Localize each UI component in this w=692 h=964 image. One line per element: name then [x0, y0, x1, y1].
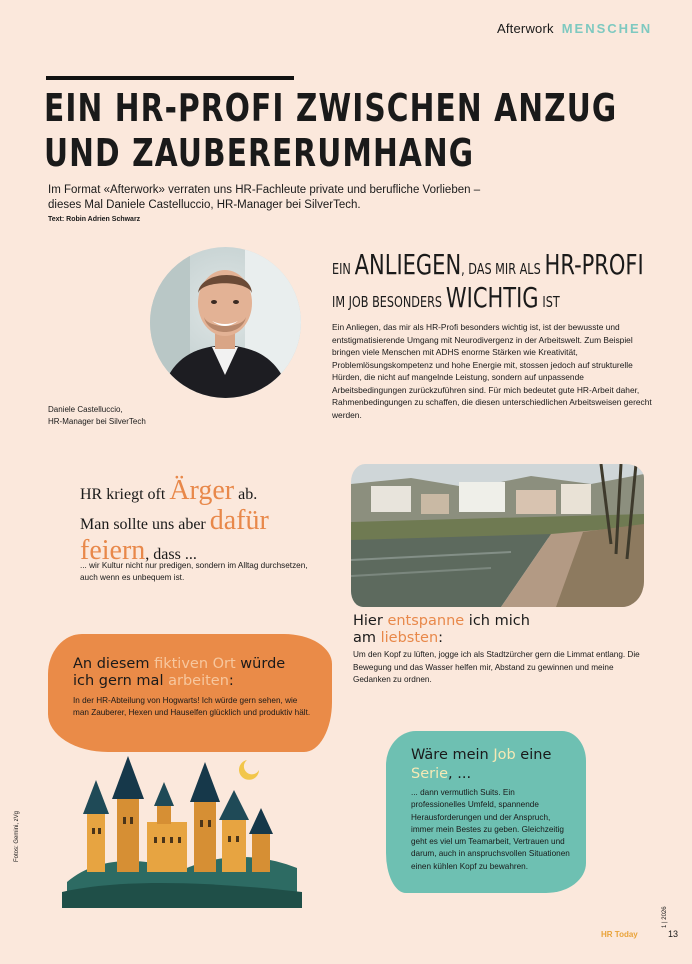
q5-accent: Serie	[411, 766, 449, 782]
q2-text: , dass ...	[145, 546, 197, 563]
q1-word: EIN	[332, 260, 351, 278]
q5-heading	[411, 746, 571, 784]
lead-line: Im Format «Afterwork» verraten uns HR-Fachleute private und berufliche Vorlieben –	[48, 184, 481, 196]
caption-line: Daniele Castelluccio,	[48, 405, 123, 414]
q1-word: IM JOB BESONDERS	[332, 293, 443, 311]
q4-accent: arbeiten	[168, 673, 229, 689]
q3-text: :	[438, 630, 444, 646]
q4-text: ich gern mal	[73, 673, 169, 689]
q4-blob	[48, 634, 332, 752]
title-line: UND ZAUBERERUMHANG	[44, 131, 475, 175]
q4-accent: fiktiven Ort	[154, 656, 236, 672]
q1-answer: Ein Anliegen, das mir als HR-Profi besonders wichtig ist, ist der bewusste und entstigmatisierende Umgang mit Neurodivergenz in der Arbeitswelt. Zum Beispiel bringen viele Menschen mit ADHS enorme Stärken wie Kreativität, Problemlösungskompetenz und hohe Energie mit, stossen jedoch auf strukturelle Hürden, die nicht auf mangelnde Leistung, sondern auf unpassende Arbeitsbedingungen zurückzuführen sind. Für mich bedeutet gute HR-Arbeit daher, Rahmenbedingungen zu schaffen, die diesen unterschiedlichen Arbeitsweisen gerecht werden.	[332, 322, 652, 420]
title-line: EIN HR-PROFI ZWISCHEN ANZUG	[44, 86, 618, 130]
article-title	[44, 86, 618, 176]
castle-illustration	[62, 742, 302, 908]
section-header	[497, 21, 652, 36]
q4-text: :	[228, 673, 234, 689]
q4-heading	[73, 656, 323, 690]
q1-word: ANLIEGEN	[354, 248, 462, 281]
q3-text: ich mich	[464, 613, 530, 629]
magazine-brand: HR Today	[601, 930, 638, 939]
category-label: MENSCHEN	[561, 21, 653, 36]
limmat-illustration	[351, 464, 644, 607]
q1-word: , DAS MIR ALS	[461, 260, 541, 278]
q5-accent: Job	[493, 747, 516, 763]
caption-line: HR-Manager bei SilverTech	[48, 417, 146, 426]
photo-credit: Fotos: Gemini, zVg	[14, 810, 20, 862]
q3-accent: liebsten	[380, 630, 439, 646]
q1-word: IST	[542, 293, 560, 311]
q1-heading	[332, 248, 644, 314]
q5-text: , ...	[448, 766, 472, 782]
q4-answer: In der HR-Abteilung von Hogwarts! Ich würde gern sehen, wie man Zauberer, Hexen und Hauselfen glücklich und produktiv hält.	[73, 696, 311, 717]
q2-answer: ... wir Kultur nicht nur predigen, sondern im Alltag durchsetzen, auch wenn es unbequem ist.	[80, 561, 308, 582]
q5-text: Wäre mein	[411, 747, 494, 763]
q2-text: HR kriegt oft	[80, 486, 170, 503]
q2-text: Man sollte uns aber	[80, 516, 210, 533]
q2-text: ab.	[234, 486, 258, 503]
q4-text: An diesem	[73, 656, 155, 672]
limmat-photo	[351, 464, 644, 607]
q3-answer: Um den Kopf zu lüften, jogge ich als Stadtzürcher gern die Limmat entlang. Die Bewegung und das Wasser helfen mir, Abstand zu gewinnen und meine Gedanken zu ordnen.	[353, 650, 640, 684]
byline: Text: Robin Adrien Schwarz	[48, 216, 141, 223]
q1-word: WICHTIG	[445, 281, 539, 314]
portrait-photo	[150, 247, 301, 398]
section-label: Afterwork	[497, 21, 554, 36]
q5-text: eine	[515, 747, 552, 763]
q5-answer: ... dann vermutlich Suits. Ein professionelles Umfeld, spannende Herausforderungen und der Anspruch, immer mein Bestes zu geben. Gleichzeitig geht es viel um Teamarbeit, Vertrauen und darum, auch in anspruchsvollen Situationen einen kühlen Kopf zu bewahren.	[411, 788, 570, 871]
q1-word: HR-PROFI	[544, 248, 644, 281]
q2-accent: Ärger	[169, 475, 235, 506]
q2-accent: feiern	[80, 535, 146, 566]
q3-text: am	[353, 630, 381, 646]
castle-icon	[62, 742, 302, 908]
portrait-illustration	[150, 247, 301, 398]
article-lead	[48, 183, 608, 213]
q3-heading	[353, 613, 643, 647]
q4-text: würde	[235, 656, 286, 672]
q2-accent: dafür	[209, 505, 269, 536]
page-number: 13	[668, 929, 679, 939]
q2-heading	[80, 475, 320, 568]
issue-number: 1 | 2026	[662, 906, 668, 928]
portrait-caption	[48, 404, 146, 428]
q3-text: Hier	[353, 613, 388, 629]
q3-accent: entspanne	[387, 613, 465, 629]
title-rule	[46, 76, 294, 80]
lead-line: dieses Mal Daniele Castelluccio, HR-Manager bei SilverTech.	[48, 199, 361, 211]
